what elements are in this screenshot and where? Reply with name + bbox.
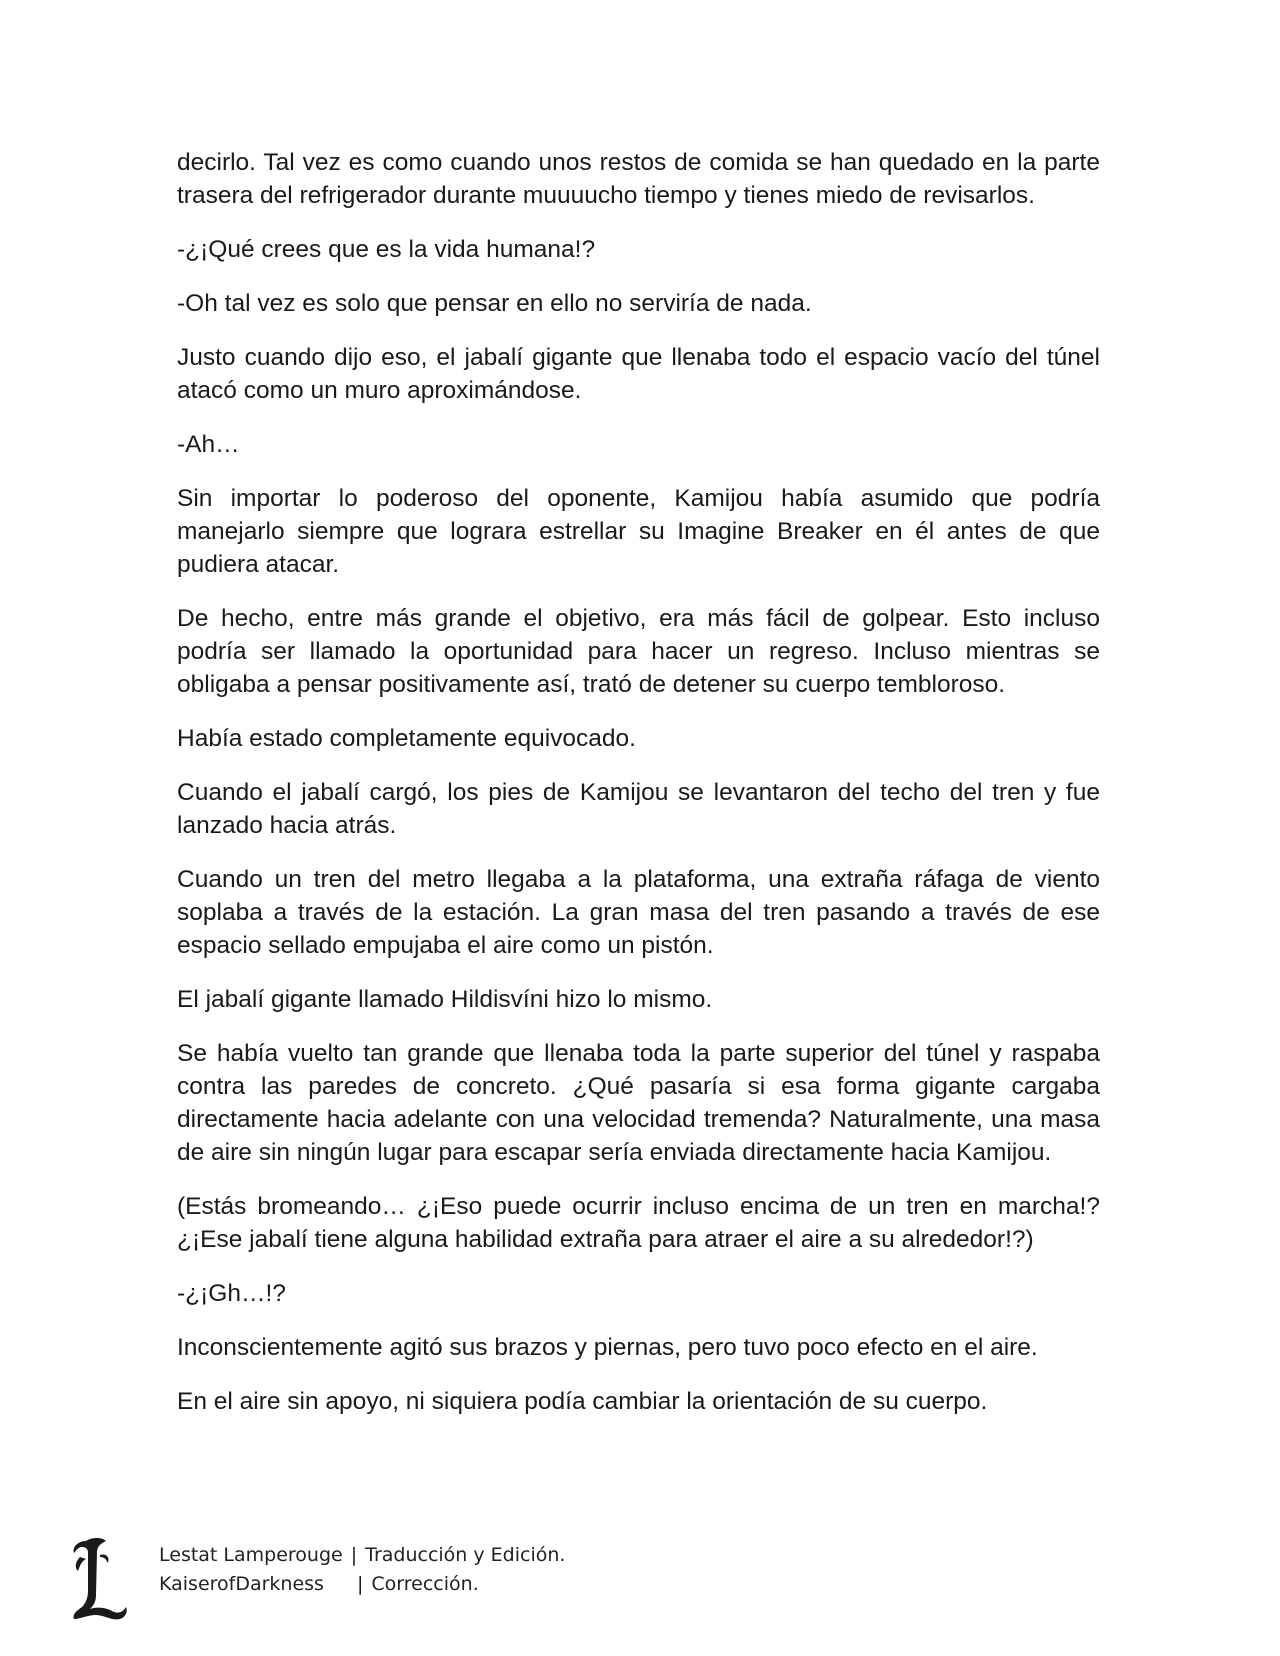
paragraph: Inconscientemente agitó sus brazos y piernas, pero tuvo poco efecto en el aire. — [177, 1334, 1038, 1361]
paragraph: (Estás bromeando… ¿¡Eso puede ocurrir incluso encima de un tren en marcha!? ¿¡Ese jabalí tiene alguna habilidad extraña para atraer el aire a su alrededor!?) — [177, 1193, 1100, 1253]
paragraph: Justo cuando dijo eso, el jabalí gigante que llenaba todo el espacio vacío del túnel atacó como un muro aproximándose. — [177, 344, 1100, 404]
paragraph: El jabalí gigante llamado Hildisvíni hizo lo mismo. — [177, 986, 713, 1013]
paragraph: Cuando el jabalí cargó, los pies de Kamijou se levantaron del techo del tren y fue lanzado hacia atrás. — [177, 779, 1100, 839]
paragraph: Se había vuelto tan grande que llenaba toda la parte superior del túnel y raspaba contra las paredes de concreto. ¿Qué pasaría si esa forma gigante cargaba directamente hacia adelante con una velocidad tremenda? Naturalmente, una masa de aire sin ningún lugar para escapar sería enviada directamente hacia Kamijou. — [177, 1040, 1100, 1166]
paragraph: decirlo. Tal vez es como cuando unos restos de comida se han quedado en la parte trasera del refrigerador durante muuuucho tiempo y tienes miedo de revisarlos. — [177, 149, 1100, 209]
paragraph: En el aire sin apoyo, ni siquiera podía cambiar la orientación de su cuerpo. — [177, 1388, 988, 1415]
credit-name: KaiserofDarkness — [159, 1573, 324, 1595]
paragraph: Había estado completamente equivocado. — [177, 725, 636, 752]
paragraph: -Oh tal vez es solo que pensar en ello no serviría de nada. — [177, 290, 812, 317]
credit-role: Traducción y Edición. — [365, 1544, 566, 1566]
paragraph: Sin importar lo poderoso del oponente, Kamijou había asumido que podría manejarlo siempre que lograra estrellar su Imagine Breaker en él antes de que pudiera atacar. — [177, 485, 1100, 578]
credit-role: Corrección. — [371, 1573, 479, 1595]
credit-separator: | — [357, 1573, 364, 1595]
paragraph: -Ah… — [177, 431, 240, 458]
credit-name: Lestat Lamperouge — [159, 1544, 343, 1566]
page-footer — [60, 1535, 660, 1625]
paragraph: De hecho, entre más grande el objetivo, era más fácil de golpear. Esto incluso podría ser llamado la oportunidad para hacer un regreso. Incluso mientras se obligaba a pensar positivamente así, trató de detener su cuerpo tembloroso. — [177, 605, 1100, 698]
paragraph: -¿¡Qué crees que es la vida humana!? — [177, 236, 596, 263]
credit-line — [159, 1570, 565, 1599]
gothic-letter-l-logo-icon — [66, 1535, 130, 1621]
paragraph: Cuando un tren del metro llegaba a la plataforma, una extraña ráfaga de viento soplaba a través de la estación. La gran masa del tren pasando a través de ese espacio sellado empujaba el aire como un pistón. — [177, 866, 1100, 959]
credit-separator: | — [350, 1544, 358, 1566]
paragraph: -¿¡Gh…!? — [177, 1280, 286, 1307]
credit-line — [159, 1541, 565, 1570]
credits-block — [159, 1541, 565, 1599]
document-body — [177, 146, 1100, 1439]
